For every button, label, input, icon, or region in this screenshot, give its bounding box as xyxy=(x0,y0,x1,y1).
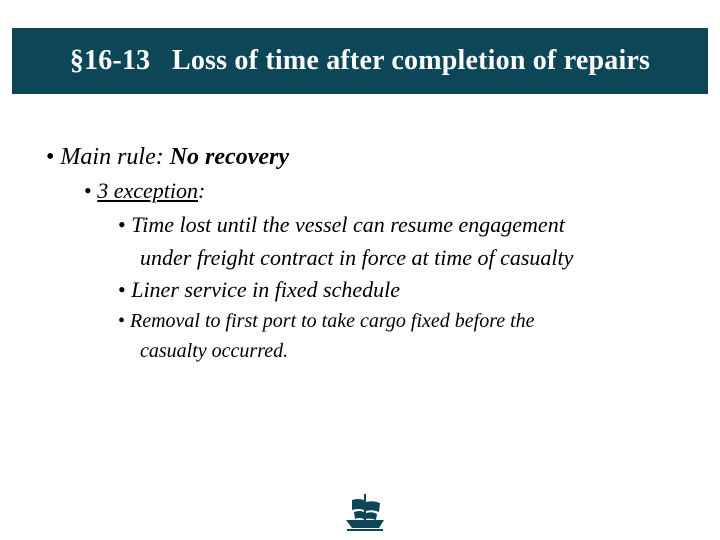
exception-item-1 xyxy=(118,212,565,238)
main-rule-value: No recovery xyxy=(169,144,289,170)
exception-line xyxy=(84,178,205,204)
ship-logo-icon xyxy=(344,492,386,532)
exception-item-1-continued xyxy=(140,245,573,271)
bullet: • xyxy=(118,277,126,302)
exception-item-3-line1: Removal to first port to take cargo fixed before the xyxy=(130,310,535,332)
exception-item-3-continued xyxy=(140,340,288,363)
exception-item-3 xyxy=(118,310,535,333)
exception-item-2 xyxy=(118,277,400,303)
bullet: • xyxy=(46,144,55,170)
exception-suffix: : xyxy=(198,178,206,203)
exception-label: 3 exception xyxy=(97,178,198,203)
main-rule-line xyxy=(46,144,289,171)
bullet: • xyxy=(118,212,126,237)
exception-item-1-line2: under freight contract in force at time of casualty xyxy=(140,245,574,270)
exception-item-3-line2: casualty occurred. xyxy=(140,340,289,362)
slide-title: §16-13 Loss of time after completion of repairs xyxy=(69,45,651,76)
bullet: • xyxy=(118,310,126,332)
bullet: • xyxy=(84,178,92,203)
exception-item-2-line1: Liner service in fixed schedule xyxy=(131,277,401,302)
exception-item-1-line1: Time lost until the vessel can resume engagement xyxy=(131,212,565,237)
main-rule-label: Main rule: xyxy=(60,144,170,170)
